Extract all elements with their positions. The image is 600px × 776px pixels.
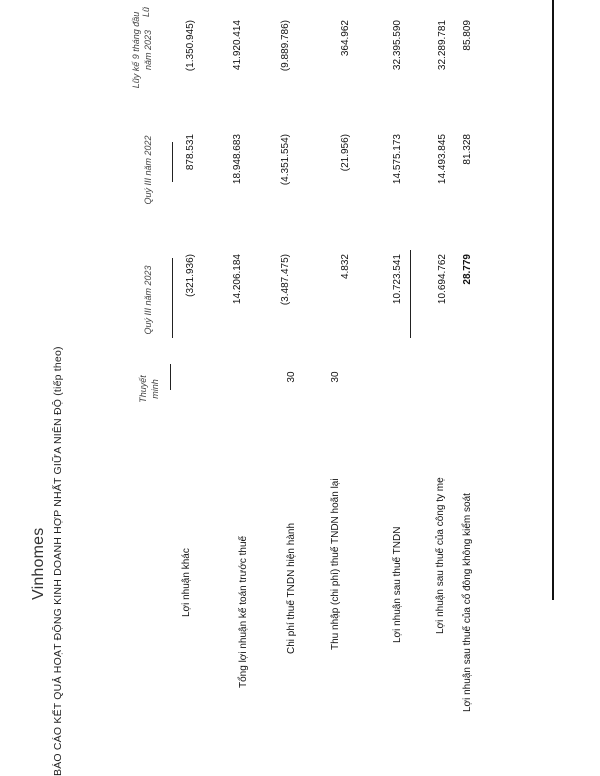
cell-q3-2023: (321.936): [185, 254, 196, 297]
page-edge-line: [552, 0, 554, 600]
cell-q3-2023: 10.723.541: [392, 254, 403, 305]
cell-q3-2023: 14.206.184: [232, 254, 243, 305]
row-label: Lợi nhuận sau thuế của công ty mẹ: [435, 477, 446, 634]
cell-q3-2022: 14.493.845: [437, 134, 448, 185]
cell-q3-2022: 14.575.173: [392, 134, 403, 185]
cell-ytd-2023: 85.809: [462, 20, 473, 51]
row-label: Lợi nhuận sau thuế của cổ đông không kiểm soát: [462, 493, 473, 712]
header-underline-q3-2023: [172, 258, 173, 338]
cell-note: 30: [330, 371, 341, 383]
cell-q3-2023: 10.694.762: [437, 254, 448, 305]
row-label: Lợi nhuận khác: [181, 548, 192, 617]
cell-q3-2022: (4.351.554): [280, 134, 291, 186]
row-label: Lợi nhuận sau thuế TNDN: [392, 526, 403, 643]
row-label: Chi phí thuế TNDN hiện hành: [286, 522, 297, 654]
row-underline: [410, 250, 411, 338]
company-name: Vinhomes: [30, 527, 47, 600]
cell-q3-2022: 81.328: [462, 134, 473, 165]
cell-ytd-2023: 364.962: [340, 20, 351, 57]
cell-ytd-2023: 41.920.414: [232, 20, 243, 71]
row-label: Tổng lợi nhuận kế toán trước thuế: [238, 535, 249, 688]
col-header-q3-2022: Quý III năm 2022: [143, 135, 153, 205]
col-header-partial: Lũ: [141, 7, 151, 18]
col-header-note: Thuyết minh: [138, 375, 160, 403]
cell-q3-2022: 18.948.683: [232, 134, 243, 185]
cell-ytd-2023: 32.289.781: [437, 20, 448, 71]
header-underline-note: [170, 364, 171, 390]
header-underline-q3-2022: [172, 142, 173, 182]
cell-note: 30: [286, 371, 297, 383]
cell-ytd-2023: (1.350.945): [185, 20, 196, 72]
cell-q3-2023: (3.487.475): [280, 254, 291, 306]
cell-q3-2022: 878.531: [185, 134, 196, 171]
cell-q3-2023: 28.779: [462, 254, 473, 285]
cell-q3-2022: (21.956): [340, 134, 351, 172]
cell-ytd-2023: (9.889.786): [280, 20, 291, 72]
col-header-ytd-2023: Lũy kế 9 tháng đầu năm 2023: [131, 11, 153, 89]
cell-ytd-2023: 32.395.590: [392, 20, 403, 71]
report-title: BÁO CÁO KẾT QUẢ HOẠT ĐỘNG KINH DOANH HỢP NHẤT GIỮA NIÊN ĐỘ (tiếp theo): [52, 346, 64, 776]
cell-q3-2023: 4.832: [340, 254, 351, 280]
col-header-q3-2023: Quý III năm 2023: [143, 265, 153, 335]
row-label: Thu nhập (chi phí) thuế TNDN hoãn lại: [330, 478, 341, 650]
